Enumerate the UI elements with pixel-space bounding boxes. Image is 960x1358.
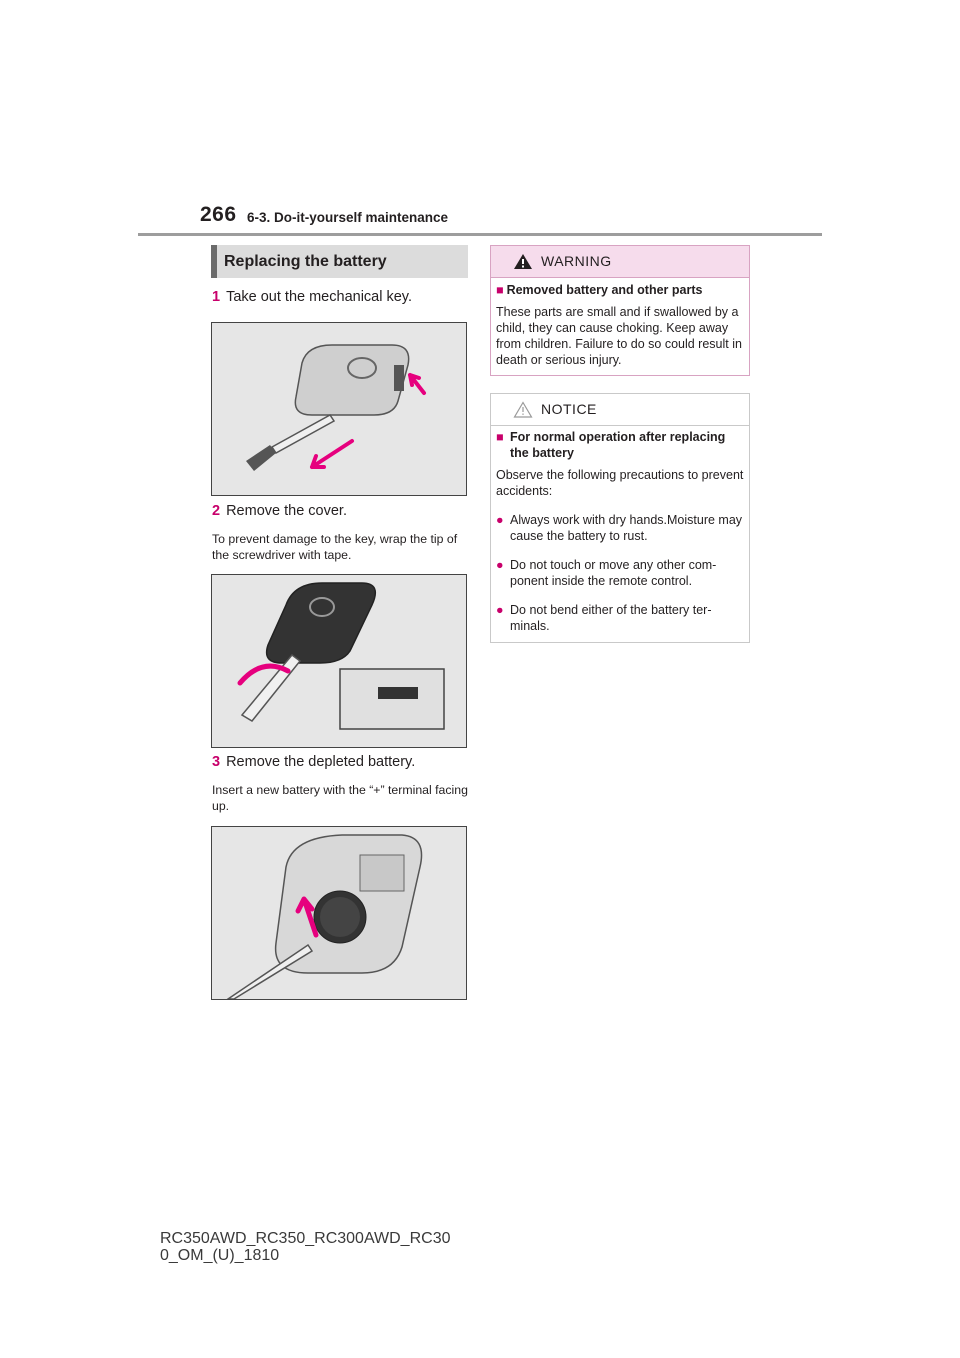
figure-remove-cover	[211, 574, 467, 748]
footer-code	[160, 1230, 450, 1264]
step-text: Take out the mechanical key.	[226, 289, 412, 305]
warning-box	[490, 245, 750, 376]
warning-subheading-text: Removed battery and other parts	[506, 283, 703, 297]
warning-icon	[513, 253, 533, 270]
round-bullet-icon: ●	[496, 513, 504, 527]
arrow-icon	[312, 441, 352, 467]
warning-header	[491, 246, 749, 278]
step-text: Remove the cover.	[226, 503, 347, 519]
step-number: 2	[212, 503, 221, 519]
bullet-text: Do not touch or move any other com-ponent inside the remote control.	[510, 558, 717, 588]
warning-label: WARNING	[541, 253, 612, 269]
key-fob-illustration	[295, 345, 408, 415]
step-1	[212, 289, 412, 305]
figure-remove-key	[211, 322, 467, 496]
notice-intro: Observe the following precautions to prevent accidents:	[496, 468, 744, 498]
notice-subheading-text: For normal operation after replacing the battery	[510, 430, 726, 460]
warning-subheading	[496, 282, 702, 298]
square-bullet-icon: ■	[496, 430, 504, 444]
bullet-text: Always work with dry hands.Moisture may cause the battery to rust.	[510, 513, 743, 543]
square-bullet-icon: ■	[496, 283, 504, 297]
warning-text: These parts are small and if swallowed by a child, they can cause choking. Keep away from children. Failure to do so could result in death or serious injury.	[496, 305, 742, 367]
footer-line-1: RC350AWD_RC350_RC300AWD_RC30	[160, 1230, 451, 1247]
step-3-note: Insert a new battery with the “+” terminal facing up.	[212, 783, 468, 813]
round-bullet-icon: ●	[496, 603, 504, 617]
header-rule	[138, 233, 822, 236]
notice-box	[490, 393, 750, 643]
step-2-note: To prevent damage to the key, wrap the tip of the screwdriver with tape.	[212, 532, 458, 562]
step-number: 3	[212, 754, 221, 770]
key-fob-illustration	[267, 583, 376, 663]
page-number: 266	[200, 203, 237, 226]
notice-label: NOTICE	[541, 401, 597, 417]
battery-icon	[314, 891, 366, 943]
caution-icon	[513, 401, 533, 418]
notice-subheading	[496, 429, 746, 461]
notice-bullet	[496, 557, 748, 589]
bullet-text: Do not bend either of the battery ter-minals.	[510, 603, 712, 633]
arrow-icon	[410, 375, 424, 393]
step-2	[212, 503, 347, 519]
notice-bullet	[496, 512, 748, 544]
round-bullet-icon: ●	[496, 558, 504, 572]
section-heading: Replacing the battery	[211, 245, 468, 278]
step-number: 1	[212, 289, 221, 305]
notice-header	[491, 394, 749, 426]
notice-bullet	[496, 602, 748, 634]
figure-remove-battery	[211, 826, 467, 1000]
section-title: 6-3. Do-it-yourself maintenance	[247, 210, 449, 225]
step-text: Remove the depleted battery.	[226, 754, 416, 770]
step-3	[212, 754, 415, 770]
footer-line-2: 0_OM_(U)_1810	[160, 1247, 280, 1264]
